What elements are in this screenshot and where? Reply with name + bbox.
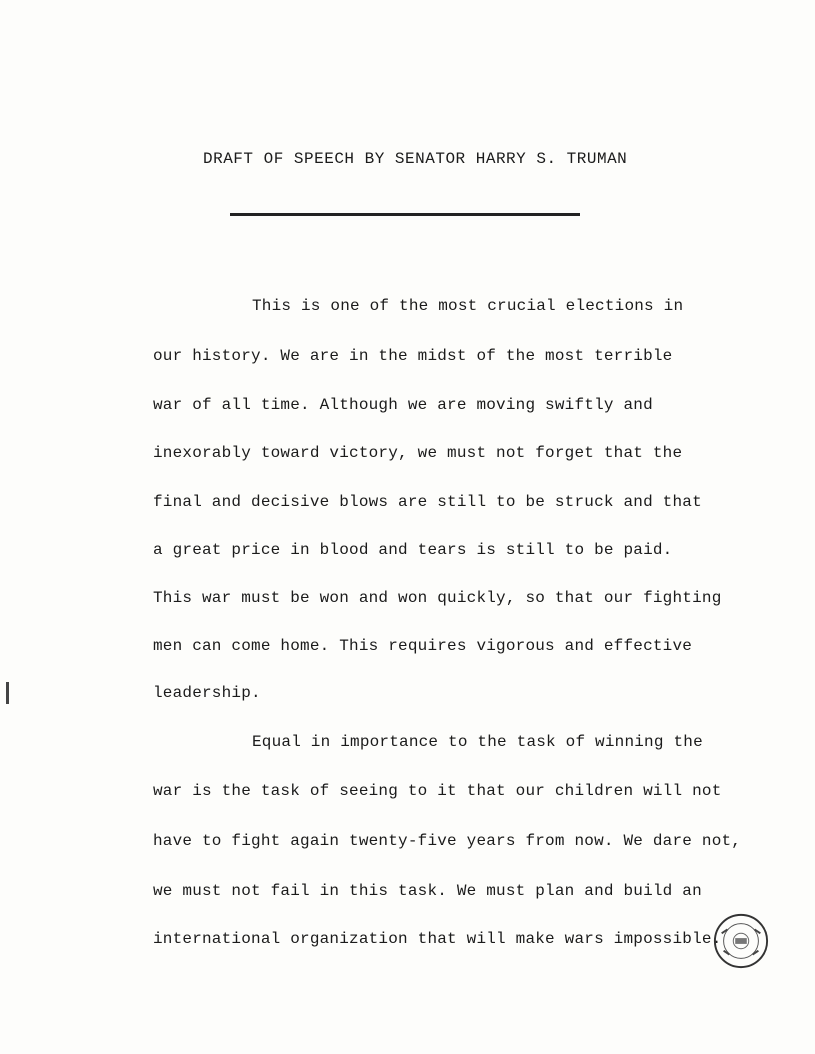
text-line: we must not fail in this task. We must plan and build an — [153, 882, 702, 900]
text-line: inexorably toward victory, we must not forget that the — [153, 444, 683, 462]
library-stamp-icon — [712, 912, 770, 970]
text-line: final and decisive blows are still to be struck and that — [153, 493, 702, 511]
text-line: war is the task of seeing to it that our children will not — [153, 782, 722, 800]
text-line: war of all time. Although we are moving swiftly and — [153, 396, 653, 414]
text-line: This is one of the most crucial elections in — [252, 297, 684, 315]
margin-mark — [6, 682, 9, 704]
text-line: our history. We are in the midst of the most terrible — [153, 347, 673, 365]
text-line: Equal in importance to the task of winning the — [252, 733, 703, 751]
text-line: international organization that will make wars impossible. — [153, 930, 722, 948]
text-line: This war must be won and won quickly, so that our fighting — [153, 589, 722, 607]
title-underline — [230, 213, 580, 216]
text-line: have to fight again twenty-five years from now. We dare not, — [153, 832, 742, 850]
text-line: leadership. — [153, 684, 261, 702]
document-title: DRAFT OF SPEECH BY SENATOR HARRY S. TRUMAN — [203, 150, 628, 168]
text-line: a great price in blood and tears is still to be paid. — [153, 541, 673, 559]
text-line: men can come home. This requires vigorous and effective — [153, 637, 693, 655]
